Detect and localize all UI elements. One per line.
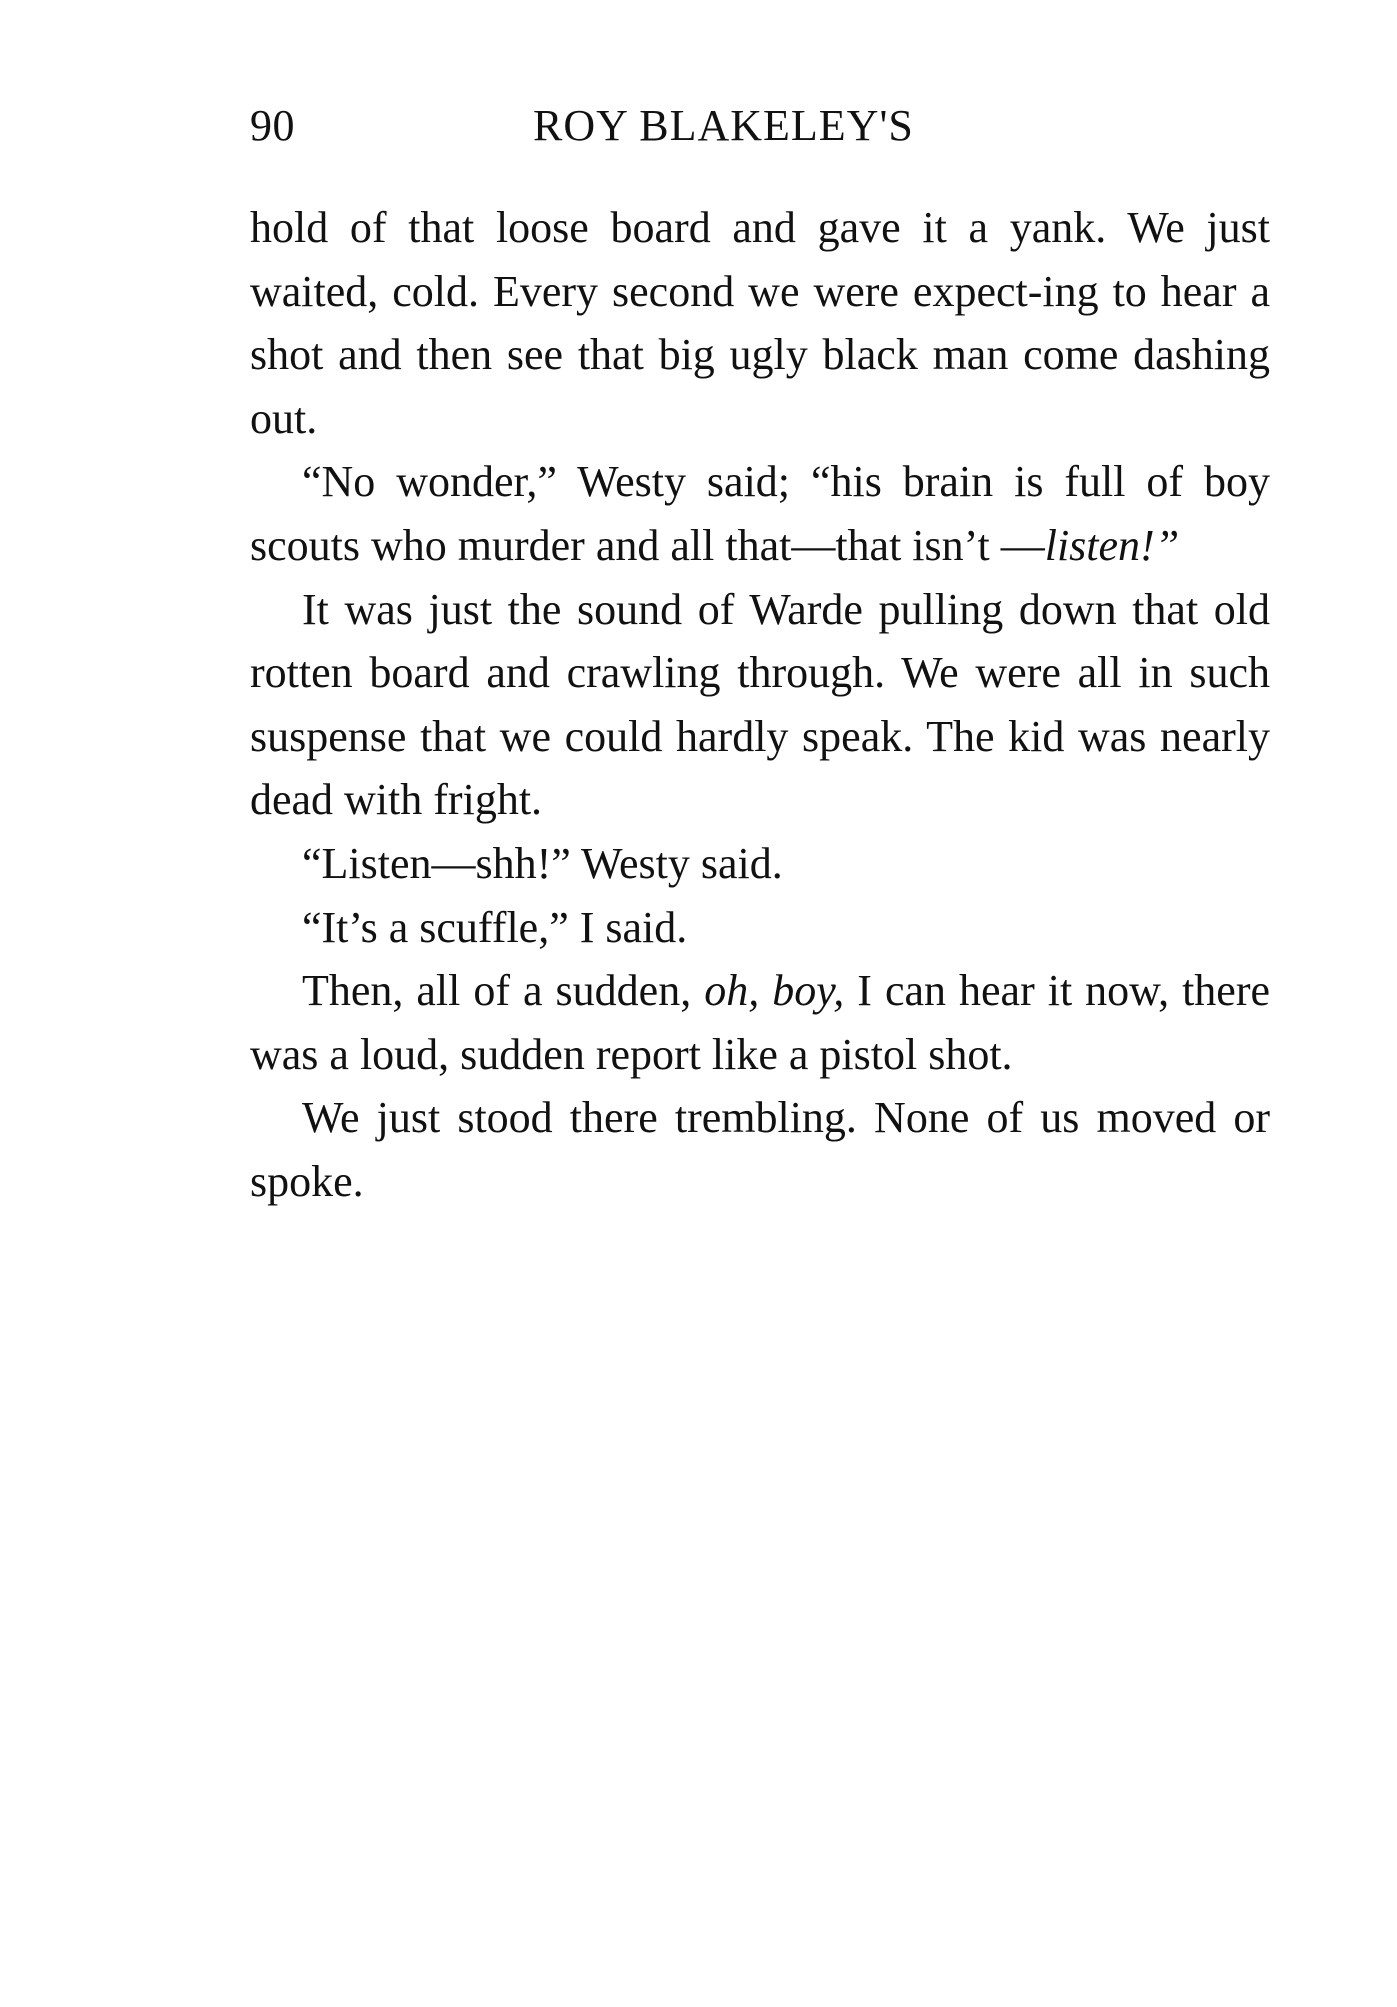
paragraph <box>250 896 1270 960</box>
text-run: hold of that loose board and gave it a yank. We just waited, cold. Every second we were expect-ing to hear a shot and then see that big ugly black man come dashing out. <box>250 203 1270 443</box>
running-title: ROY BLAKELEY'S <box>533 101 914 150</box>
body-text <box>250 196 1270 1214</box>
paragraph <box>250 578 1270 832</box>
paragraph <box>250 196 1270 450</box>
text-run: I can hear it now, there was a loud, sudden report like a pistol shot. <box>250 966 1271 1079</box>
paragraph <box>250 450 1270 577</box>
paragraph <box>250 832 1270 896</box>
paragraph <box>250 1086 1270 1213</box>
text-run-italic: listen!” <box>1044 520 1180 570</box>
text-run: Then, all of a sudden, <box>302 966 705 1016</box>
page-header <box>250 100 1270 160</box>
paragraph <box>250 959 1270 1086</box>
text-run: It was just the sound of Warde pulling down that old rotten board and crawling through. We were all in such suspense that we could hardly speak. The kid was nearly dead with fright. <box>250 584 1270 825</box>
text-run: We just stood there trembling. None of us moved or spoke. <box>250 1093 1270 1206</box>
text-run: “No wonder,” Westy said; “his brain is full of boy scouts who murder and all that—that isn’t — <box>250 457 1270 570</box>
text-run: “It’s a scuffle,” I said. <box>302 902 688 952</box>
text-run: “Listen—shh!” Westy said. <box>302 838 783 888</box>
page-number: 90 <box>250 101 295 150</box>
text-run-italic: oh, boy, <box>704 966 845 1016</box>
